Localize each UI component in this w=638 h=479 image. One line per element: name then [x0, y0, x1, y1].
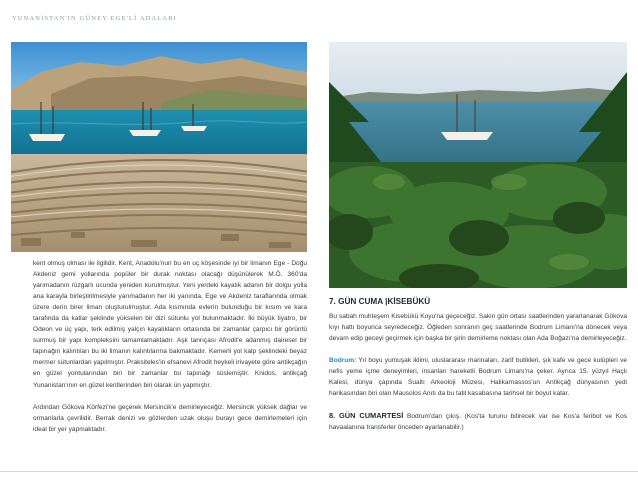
gulet-bay-image — [329, 42, 627, 288]
knidos-photo — [11, 42, 307, 252]
day7-paragraph: Bu sabah muhteşem Kisebükü Koyu'na geçeceğiz. Sakin gün ortası saatlerinden yararlanarak Gökova kıyı hattı boyunca seyredeceğiz. Öğleden sonranın geç saatlerinde Bodrum Limanı'na dönecek veya devam edip geceyi geçirmek için başka bir şirin demirleme noktası olan Ada Boğazı'na demirleyeceğiz. — [329, 313, 627, 343]
day7-number: 7. GÜN — [329, 297, 357, 306]
day7-separator: | — [385, 297, 388, 306]
day7-weekday: CUMA — [358, 297, 383, 306]
footer-divider — [0, 471, 638, 472]
bodrum-label: Bodrum: — [329, 357, 357, 365]
knidos-paragraph: kent olmuş olması ile ilgilidir. Kent, Anadolu'nun bu en uç köşesinde iyi bir limanın Ege - Doğu Akdeniz gemi yollarında popüler bir durak noktası olacağı düşünülerek M.Ö. 360'da yarımadanın rüzgarlı ucunda yeniden kurulmuştur. Yeni yerdeki kayalık adanın bir dolgu yolla ana karayla birleştirilmesiyle yarımadanın her iki yanında, Ege ve Akdeniz taraflarında olmak üzere derin birer liman oluşturulmuştur. Ada kısmında evlerin bulunduğu bir kısım ve kara tarafında da katlar şeklinde yükselen bir dizi sütunlu yol bulunmaktadır. İki büyük tiyatro, bir Odeon ve üç yapı, terk edilmiş yalçın kayalıkların ortasında bir zamanlar çarpıcı bir görüntü sunmuş bir yapı kompleksini tamamlamaktadır. Aşk tanrıçası Afrodit'e adanmış dairesel bir tapınağın kalıntıları bu iki limanın kalıntılarına bakmaktadır. Kemerli yol kalp şeklindeki beyaz mermer sütunlardan yapılmıştır. Praksiteles'in efsanevi Afrodit heykeli irivayete göre antikçağın en güzel yontularından biri bir zamanlar bu tapınağı süslemiştir. Knidos, antikçağ Yunanistan'ının en güzel kentlerinden biri olarak ün yapmıştır. — [33, 260, 307, 389]
day8-text: Bodrum'dan çıkış. (Kos'ta turunu bitirecek var ise Kos'a feribot ve Kos havaalanına transferler önceden ayarlanabilir.) — [329, 413, 627, 432]
kisebuku-bay-photo — [329, 42, 627, 288]
knidos-harbour-theatre-image — [11, 42, 307, 252]
mersincik-paragraph: Ardından Gökova Körfezi'ne geçerek Mersincik'e demirleyeceğiz. Mersincik yüksek dağlar ve ormanlarla çevrilidir. Berrak denizi ve gözlerden uzak oluşu burayı gece demirlemeleri için ideal bir yer yapmaktadır. — [33, 403, 307, 433]
bodrum-paragraph — [329, 355, 627, 399]
day7-heading — [329, 296, 627, 308]
day7-place: KİSEBÜKÜ — [387, 297, 431, 306]
day8-heading: 8. GÜN CUMARTESİ — [329, 411, 404, 421]
left-text-column — [33, 258, 307, 435]
right-text-column — [329, 296, 627, 433]
bodrum-text: Yıl boyu yumuşak iklimi, uluslararası marinaları, zarif butikleri, şık kafe ve gece kulüpleri ve nefis yeme içme deneyimleri, insanları hareketli Bodrum Limanı'na çeker. Ayrıca 15. yüzyıl Haçlı Kalesi, dünya çapında Sualtı Arkeoloji Müzesi, Halikarnassos'un Antikçağ dünyasının yedi harikasından biri olan Mausolos Anıtı da bu tatil kasabasına tarihsel bir boyut katar. — [329, 357, 627, 398]
running-header: YUNANİSTAN'IN GÜNEY EGE'Lİ ADALARI — [12, 15, 178, 22]
day8-paragraph — [329, 410, 627, 433]
